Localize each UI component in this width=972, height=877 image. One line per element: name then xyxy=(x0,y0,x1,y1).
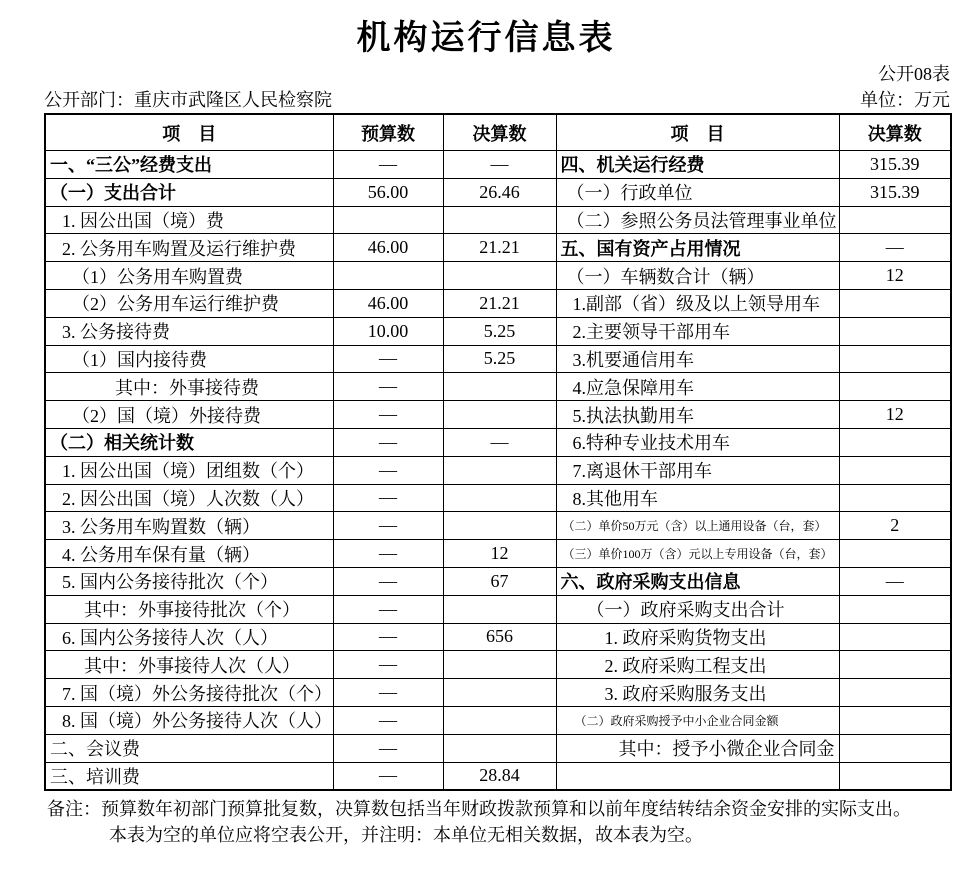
table-row xyxy=(45,428,951,456)
table-row xyxy=(45,206,951,234)
final-cell-right: 12 xyxy=(839,401,951,429)
item-cell-left: （1）国内接待费 xyxy=(45,345,333,373)
item-cell-left: 1. 因公出国（境）费 xyxy=(45,206,333,234)
col-header-final-left: 决算数 xyxy=(443,114,556,151)
final-cell-right xyxy=(839,623,951,651)
item-cell-left: 3. 公务接待费 xyxy=(45,317,333,345)
final-cell-right xyxy=(839,456,951,484)
final-cell-left: — xyxy=(443,428,556,456)
item-cell-left: （一）支出合计 xyxy=(45,178,333,206)
final-cell-right xyxy=(839,317,951,345)
item-cell-left: 2. 公务用车购置及运行维护费 xyxy=(45,234,333,262)
budget-cell-left: — xyxy=(333,623,443,651)
budget-cell-left: 56.00 xyxy=(333,178,443,206)
table-row xyxy=(45,401,951,429)
final-cell-right xyxy=(839,651,951,679)
item-cell-right: 六、政府采购支出信息 xyxy=(556,567,839,595)
final-cell-right xyxy=(839,428,951,456)
item-cell-left: 二、会议费 xyxy=(45,734,333,762)
budget-cell-left: — xyxy=(333,428,443,456)
final-cell-right xyxy=(839,289,951,317)
item-cell-right: （二）参照公务员法管理事业单位 xyxy=(556,206,839,234)
final-cell-left: 21.21 xyxy=(443,289,556,317)
item-cell-left: 一、“三公”经费支出 xyxy=(45,151,333,179)
final-cell-left: 67 xyxy=(443,567,556,595)
final-cell-right: 315.39 xyxy=(839,178,951,206)
final-cell-right xyxy=(839,206,951,234)
table-row xyxy=(45,317,951,345)
final-cell-left xyxy=(443,401,556,429)
item-cell-right: 3. 政府采购服务支出 xyxy=(556,679,839,707)
item-cell-right: 1.副部（省）级及以上领导用车 xyxy=(556,289,839,317)
col-header-item-left: 项 目 xyxy=(45,114,333,151)
item-cell-right: 五、国有资产占用情况 xyxy=(556,234,839,262)
budget-cell-left: 46.00 xyxy=(333,234,443,262)
meta-line xyxy=(44,86,950,112)
final-cell-right xyxy=(839,484,951,512)
info-table xyxy=(44,113,952,791)
item-cell-left: 1. 因公出国（境）团组数（个） xyxy=(45,456,333,484)
budget-cell-left xyxy=(333,262,443,290)
item-cell-left: 4. 公务用车保有量（辆） xyxy=(45,540,333,568)
budget-cell-left xyxy=(333,206,443,234)
item-cell-left: （二）相关统计数 xyxy=(45,428,333,456)
final-cell-right xyxy=(839,345,951,373)
item-cell-left: （1）公务用车购置费 xyxy=(45,262,333,290)
final-cell-left xyxy=(443,456,556,484)
final-cell-right: 12 xyxy=(839,262,951,290)
budget-cell-left: — xyxy=(333,595,443,623)
final-cell-left: — xyxy=(443,151,556,179)
table-body xyxy=(45,151,951,790)
item-cell-right: 2.主要领导干部用车 xyxy=(556,317,839,345)
item-cell-right: 7.离退休干部用车 xyxy=(556,456,839,484)
budget-cell-left: — xyxy=(333,706,443,734)
item-cell-right: 6.特种专业技术用车 xyxy=(556,428,839,456)
item-cell-right: （三）单价100万（含）元以上专用设备（台，套） xyxy=(556,540,839,568)
budget-cell-left: — xyxy=(333,401,443,429)
item-cell-left: 5. 国内公务接待批次（个） xyxy=(45,567,333,595)
item-cell-right: 其中：授予小微企业合同金 xyxy=(556,734,839,762)
budget-cell-left: 46.00 xyxy=(333,289,443,317)
table-row xyxy=(45,567,951,595)
final-cell-right xyxy=(839,706,951,734)
budget-cell-left: — xyxy=(333,151,443,179)
table-row xyxy=(45,289,951,317)
notes xyxy=(47,796,953,848)
final-cell-left xyxy=(443,484,556,512)
final-cell-left: 12 xyxy=(443,540,556,568)
table-row xyxy=(45,540,951,568)
budget-cell-left: — xyxy=(333,679,443,707)
item-cell-right: （一）政府采购支出合计 xyxy=(556,595,839,623)
item-cell-right: （二）单价50万元（含）以上通用设备（台，套） xyxy=(556,512,839,540)
table-row xyxy=(45,679,951,707)
note-line-1: 备注：预算数年初部门预算批复数，决算数包括当年财政拨款预算和以前年度结转结余资金安排的实际支出。 xyxy=(47,799,911,819)
item-cell-left: 6. 国内公务接待人次（人） xyxy=(45,623,333,651)
final-cell-left xyxy=(443,206,556,234)
table-code: 公开08表 xyxy=(878,64,950,84)
budget-cell-left: — xyxy=(333,540,443,568)
final-cell-left: 5.25 xyxy=(443,317,556,345)
final-cell-left xyxy=(443,706,556,734)
final-cell-left xyxy=(443,679,556,707)
table-row xyxy=(45,512,951,540)
item-cell-left: 其中：外事接待批次（个） xyxy=(45,595,333,623)
table-row xyxy=(45,623,951,651)
item-cell-right: （一）行政单位 xyxy=(556,178,839,206)
final-cell-right xyxy=(839,595,951,623)
table-row xyxy=(45,762,951,790)
final-cell-left xyxy=(443,651,556,679)
item-cell-right: 2. 政府采购工程支出 xyxy=(556,651,839,679)
item-cell-left: 8. 国（境）外公务接待人次（人） xyxy=(45,706,333,734)
item-cell-left: 3. 公务用车购置数（辆） xyxy=(45,512,333,540)
table-row xyxy=(45,373,951,401)
budget-cell-left: — xyxy=(333,734,443,762)
item-cell-left: 三、培训费 xyxy=(45,762,333,790)
budget-cell-left: 10.00 xyxy=(333,317,443,345)
final-cell-right xyxy=(839,679,951,707)
table-row xyxy=(45,484,951,512)
final-cell-left: 21.21 xyxy=(443,234,556,262)
final-cell-left xyxy=(443,734,556,762)
budget-cell-left: — xyxy=(333,345,443,373)
item-cell-right xyxy=(556,762,839,790)
table-row xyxy=(45,234,951,262)
final-cell-right xyxy=(839,734,951,762)
item-cell-right: 1. 政府采购货物支出 xyxy=(556,623,839,651)
col-header-final-right: 决算数 xyxy=(839,114,951,151)
budget-cell-left: — xyxy=(333,762,443,790)
final-cell-left: 26.46 xyxy=(443,178,556,206)
header-row xyxy=(45,114,951,151)
budget-cell-left: — xyxy=(333,651,443,679)
final-cell-right: 315.39 xyxy=(839,151,951,179)
item-cell-left: （2）公务用车运行维护费 xyxy=(45,289,333,317)
note-line-2: 本表为空的单位应将空表公开，并注明：本单位无相关数据，故本表为空。 xyxy=(109,825,703,846)
final-cell-left xyxy=(443,595,556,623)
budget-cell-left: — xyxy=(333,373,443,401)
table-row xyxy=(45,595,951,623)
item-cell-left: （2）国（境）外接待费 xyxy=(45,401,333,429)
item-cell-left: 其中：外事接待费 xyxy=(45,373,333,401)
col-header-item-right: 项 目 xyxy=(556,114,839,151)
budget-cell-left: — xyxy=(333,484,443,512)
final-cell-left xyxy=(443,373,556,401)
final-cell-left xyxy=(443,512,556,540)
budget-cell-left: — xyxy=(333,456,443,484)
final-cell-right: 2 xyxy=(839,512,951,540)
final-cell-left xyxy=(443,262,556,290)
item-cell-right: （二）政府采购授予中小企业合同金额 xyxy=(556,706,839,734)
table-row xyxy=(45,262,951,290)
final-cell-right: — xyxy=(839,567,951,595)
final-cell-right xyxy=(839,762,951,790)
table-row xyxy=(45,345,951,373)
final-cell-left: 656 xyxy=(443,623,556,651)
final-cell-left: 28.84 xyxy=(443,762,556,790)
item-cell-right: 8.其他用车 xyxy=(556,484,839,512)
item-cell-right: 4.应急保障用车 xyxy=(556,373,839,401)
final-cell-right xyxy=(839,540,951,568)
table-row xyxy=(45,151,951,179)
item-cell-left: 其中：外事接待人次（人） xyxy=(45,651,333,679)
item-cell-left: 2. 因公出国（境）人次数（人） xyxy=(45,484,333,512)
table-row xyxy=(45,706,951,734)
department-label: 公开部门：重庆市武隆区人民检察院 xyxy=(44,90,332,110)
item-cell-right: （一）车辆数合计（辆） xyxy=(556,262,839,290)
unit-label: 单位：万元 xyxy=(860,90,950,110)
table-row xyxy=(45,178,951,206)
table-row xyxy=(45,734,951,762)
final-cell-right: — xyxy=(839,234,951,262)
col-header-budget: 预算数 xyxy=(333,114,443,151)
final-cell-right xyxy=(839,373,951,401)
item-cell-left: 7. 国（境）外公务接待批次（个） xyxy=(45,679,333,707)
final-cell-left: 5.25 xyxy=(443,345,556,373)
table-row xyxy=(45,651,951,679)
item-cell-right: 5.执法执勤用车 xyxy=(556,401,839,429)
item-cell-right: 四、机关运行经费 xyxy=(556,151,839,179)
budget-cell-left: — xyxy=(333,567,443,595)
item-cell-right: 3.机要通信用车 xyxy=(556,345,839,373)
page-title: 机构运行信息表 xyxy=(356,20,616,57)
budget-cell-left: — xyxy=(333,512,443,540)
table-row xyxy=(45,456,951,484)
